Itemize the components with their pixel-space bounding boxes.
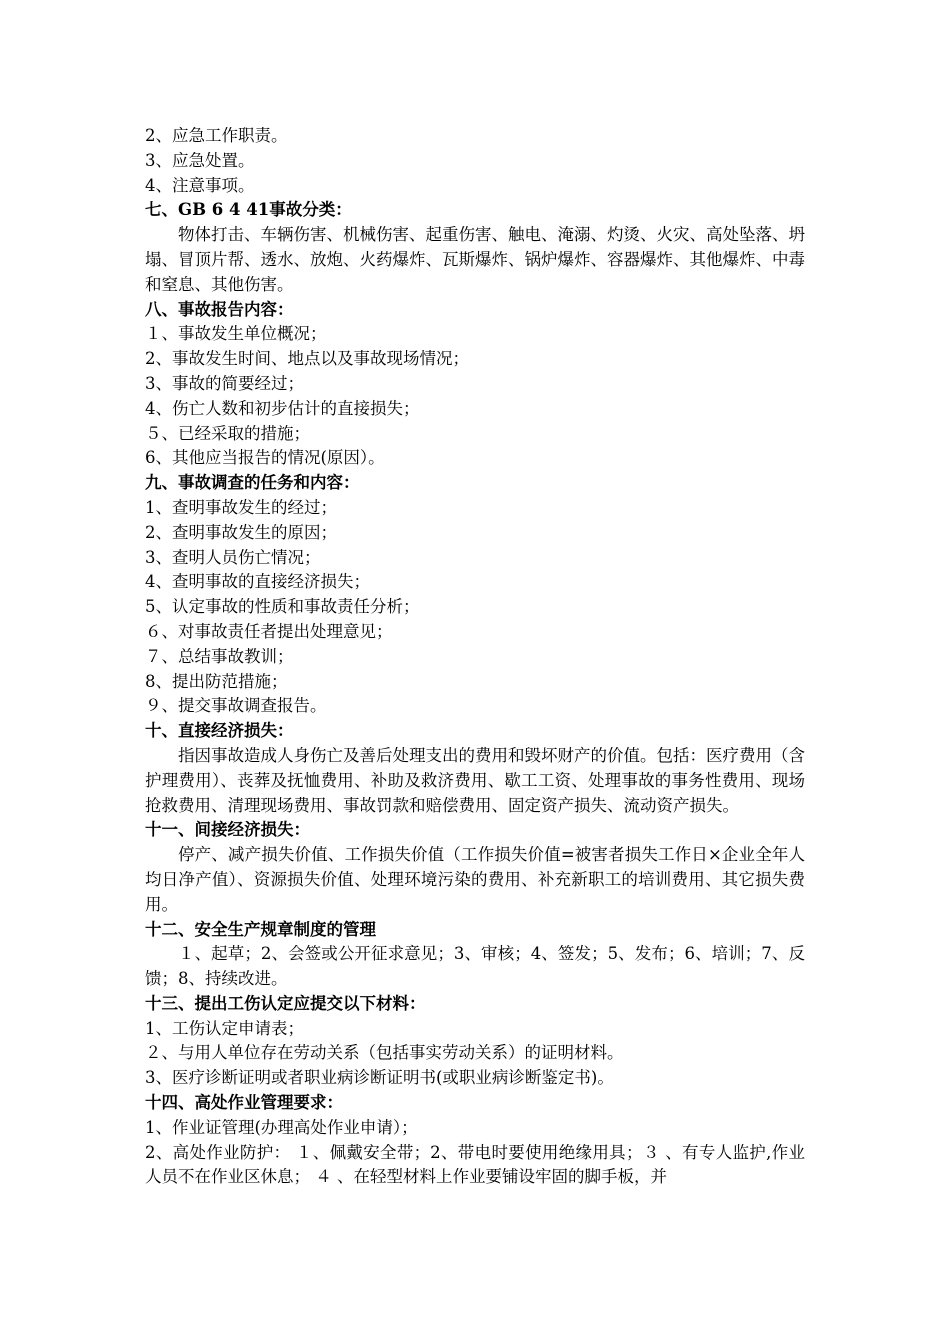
- list-item: １、事故发生单位概况；: [145, 324, 327, 344]
- text-line: 2、应急工作职责。: [145, 126, 288, 145]
- list-item-wrapped: 2、高处作业防护： １、佩戴安全带；2、带电时要使用绝缘用具；３ 、有专人监护,作业人员不在作业区休息； ４ 、在轻型材料上作业要铺设牢固的脚手板，并: [145, 1142, 805, 1187]
- list-item: 3、查明人员伤亡情况；: [145, 547, 321, 567]
- paragraph: 停产、减产损失价值、工作损失价值（工作损失价值=被害者损失工作日×企业全年人均日净产值）、资源损失价值、处理环境污染的费用、补充新职工的培训费用、其它损失费用。: [145, 845, 805, 914]
- list-item: 3、医疗诊断证明或者职业病诊断证明书(或职业病诊断鉴定书)。: [145, 1068, 614, 1088]
- list-item: 2、查明事故发生的原因；: [145, 522, 337, 542]
- section-heading: 十三、提出工伤认定应提交以下材料：: [145, 993, 426, 1013]
- text-line: 4、注意事项。: [145, 175, 255, 195]
- list-item: 5、认定事故的性质和事故责任分析；: [145, 597, 420, 617]
- paragraph: 指因事故造成人身伤亡及善后处理支出的费用和毁坏财产的价值。包括：医疗费用（含护理费用）、丧葬及抚恤费用、补助及救济费用、歇工工资、处理事故的事务性费用、现场抢救费用、清理现场费用、事故罚款和赔偿费用、固定资产损失、流动资产损失。: [145, 745, 805, 815]
- list-item: 4、查明事故的直接经济损失；: [145, 572, 370, 592]
- section-heading: 十、直接经济损失：: [145, 721, 294, 741]
- list-item: ７、总结事故教训；: [145, 646, 294, 666]
- list-item: 1、作业证管理(办理高处作业申请）；: [145, 1117, 418, 1137]
- list-item: ５、已经采取的措施；: [145, 423, 310, 443]
- section-heading: 七、GB 6 4 41事故分类：: [145, 200, 352, 220]
- list-item: ２、与用人单位存在劳动关系（包括事实劳动关系）的证明材料。: [145, 1043, 624, 1063]
- section-heading: 八、事故报告内容：: [145, 299, 294, 319]
- section-heading: 十二、安全生产规章制度的管理: [145, 919, 376, 939]
- paragraph: 物体打击、车辆伤害、机械伤害、起重伤害、触电、淹溺、灼烫、火灾、高处坠落、坍塌、冒顶片帮、透水、放炮、火药爆炸、瓦斯爆炸、锅炉爆炸、容器爆炸、其他爆炸、中毒和窒息、其他伤害。: [145, 225, 805, 294]
- list-item: ９、提交事故调查报告。: [145, 696, 327, 716]
- text-line: 3、应急处置。: [145, 150, 255, 170]
- section-heading: 九、事故调查的任务和内容：: [145, 473, 360, 493]
- paragraph: １、起草；2、会签或公开征求意见；3、审核；4、签发；5、发布；6、培训；7、反馈；8、持续改进。: [145, 944, 805, 989]
- document-body: [145, 124, 805, 1190]
- list-item: 1、查明事故发生的经过；: [145, 497, 337, 517]
- list-item: ６、对事故责任者提出处理意见；: [145, 621, 393, 641]
- section-heading: 十一、间接经济损失：: [145, 820, 310, 840]
- list-item: 2、事故发生时间、地点以及事故现场情况；: [145, 349, 469, 369]
- list-item: 8、提出防范措施；: [145, 671, 288, 691]
- list-item: 6、其他应当报告的情况(原因）。: [145, 448, 385, 468]
- list-item: 4、伤亡人数和初步估计的直接损失；: [145, 398, 420, 418]
- section-heading: 十四、高处作业管理要求：: [145, 1093, 343, 1113]
- list-item: 1、工伤认定申请表；: [145, 1018, 304, 1038]
- list-item: 3、事故的简要经过；: [145, 373, 304, 393]
